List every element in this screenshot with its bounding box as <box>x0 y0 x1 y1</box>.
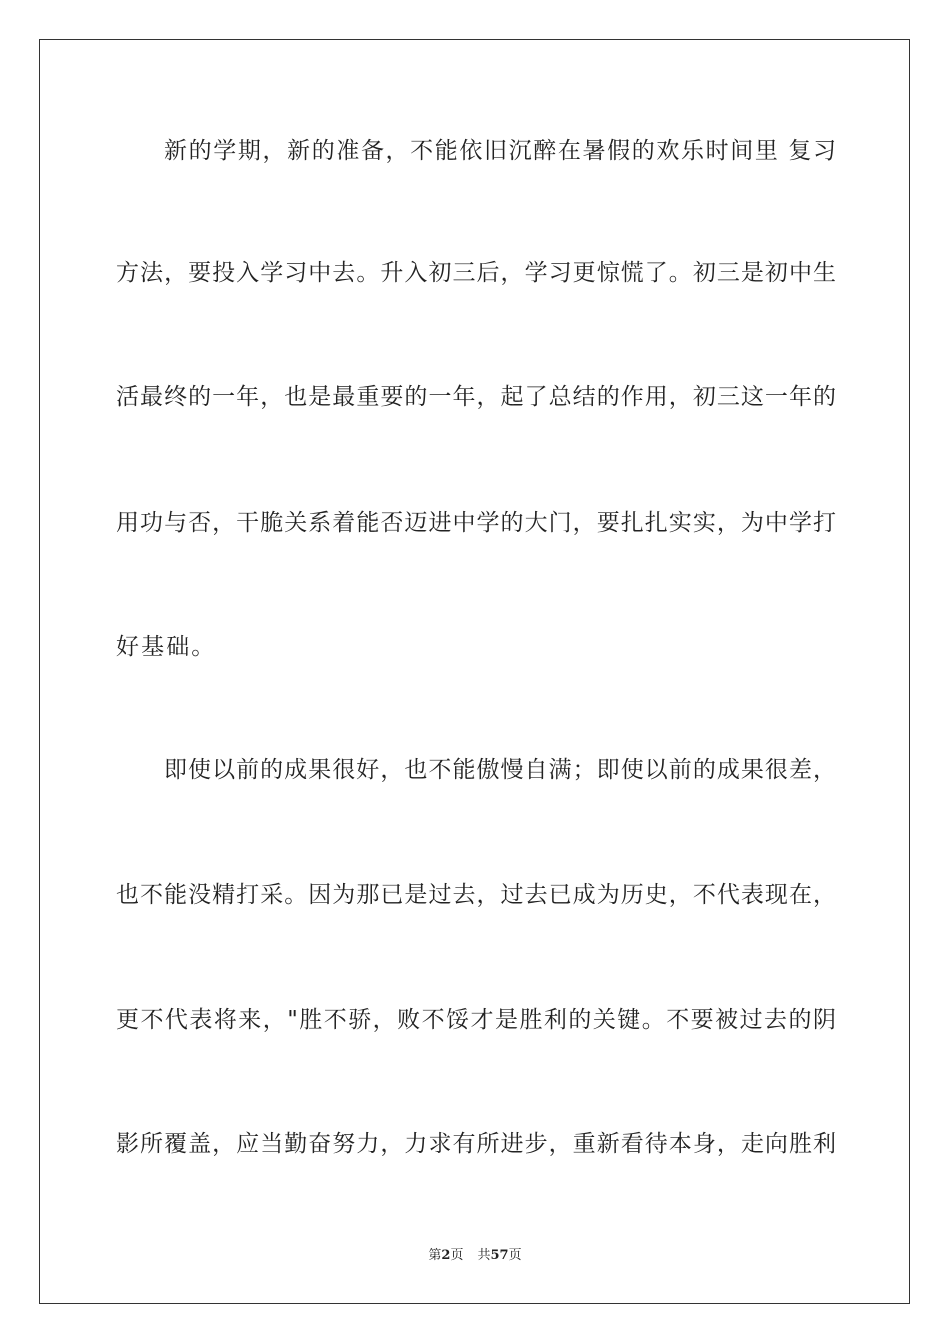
total-prefix: 共 <box>477 1248 491 1263</box>
page-border <box>39 39 910 1304</box>
paragraph-1-line-5: 好基础。 <box>116 634 217 660</box>
paragraph-2-line-4: 影所覆盖，应当勤奋努力，力求有所进步，重新看待本身，走向胜利 <box>116 1131 836 1157</box>
paragraph-2-line-3: 更不代表将来，"胜不骄，败不馁才是胜利的关键。不要被过去的阴 <box>116 1007 836 1033</box>
paragraph-1-line-4: 用功与否，干脆关系着能否迈进中学的大门，要扎扎实实，为中学打 <box>116 510 836 536</box>
total-unit: 页 <box>508 1248 522 1263</box>
paragraph-2-line-1: 即使以前的成果很好，也不能傲慢自满；即使以前的成果很差， <box>164 757 836 783</box>
page-footer <box>0 1247 950 1265</box>
paragraph-1-line-2: 方法，要投入学习中去。升入初三后，学习更惊慌了。初三是初中生 <box>116 260 836 286</box>
paragraph-2-line-2: 也不能没精打采。因为那已是过去，过去已成为历史，不代表现在， <box>116 882 836 908</box>
paragraph-1-line-3: 活最终的一年，也是最重要的一年，起了总结的作用，初三这一年的 <box>116 384 836 410</box>
page-unit: 页 <box>450 1248 464 1263</box>
page-prefix: 第 <box>428 1248 442 1263</box>
total-pages: 57 <box>490 1248 509 1263</box>
page-number: 2 <box>441 1248 451 1263</box>
paragraph-1-line-1: 新的学期，新的准备，不能依旧沉醉在暑假的欢乐时间里 复习 <box>164 138 836 164</box>
